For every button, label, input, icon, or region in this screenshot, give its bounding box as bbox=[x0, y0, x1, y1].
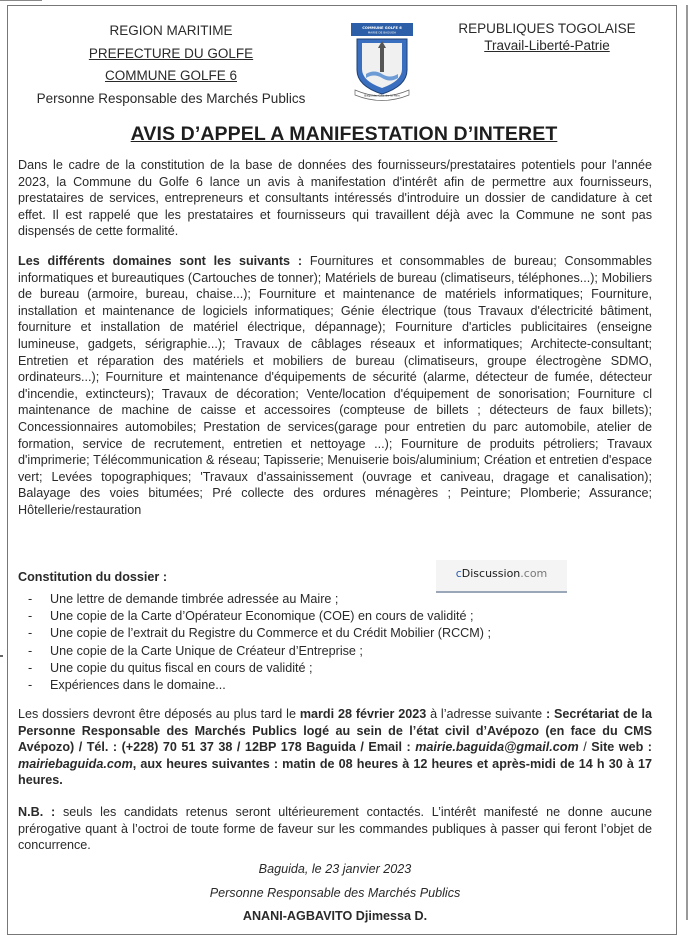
domains-text: Fournitures et consommables de bureau; Consommables informatiques et bureautiques (Cartouches de tonner); Matériels de bureau (climatiseurs, téléphones...); Mobiliers de bureau (armoire, bureau, chaise...); Fourniture et maintenance de matériels informatiques; Fourniture, installation et maintenance de logiciels informatiques; Génie électrique (tous Travaux d'électricité bâtiment, fourniture et installation de matériel électrique, dépannage); Fourniture d'articles publicitaires (enseigne lumineuse, gadgets, sérigraphie...); Travaux de câblages réseaux et informatiques; Architecte-consultant; Entretien et réparation des matériels et mobiliers de bureau (climatiseurs, groupe électrogène SDMO, ordinateurs...); Fourniture et maintenance d'équipements de sécurité (alarme, détecteur de fumée, détecteur d'incendie, extincteurs); Travaux de décoration; Vente/location d'équipement de sonorisation; Fourniture cl maintenance de machine de caisse et accessoires (compteuse de billets ; détecteurs de faux billets); Concessionnaires automobiles; Prestation de services(garage pour entretien du parc automobile, atelier de formation, service de recrutement, entretien et nettoyage ...); Fourniture de produits pétroliers; Travaux d'imprimerie; Télécommunication & réseau; Tapisserie; Menuiserie bois/aluminium; Création et entretien d'espace vert; Levées topographiques; 'Travaux d'assainissement (ouvrage et caniveau, dragage et canalisation); Balayage des voies bitumées; Pré collecte des ordures ménagères ; Peinture; Plomberie; Assurance; Hôtellerie/restauration bbox=[18, 254, 652, 517]
watermark-badge bbox=[436, 560, 567, 593]
signature-place-date: Baguida, le 23 janvier 2023 bbox=[258, 862, 412, 876]
website-link[interactable]: mairiebaguida.com bbox=[18, 756, 133, 771]
logo-band-subtext: MAIRIE DE BAGUIDA bbox=[367, 30, 397, 35]
opening-hours: , aux heures suivantes : matin de 08 heures à 12 heures et après-midi de 14 h 30 à 17 heures. bbox=[18, 756, 652, 788]
domains-paragraph bbox=[18, 253, 652, 519]
watermark-discussion: Discussion bbox=[461, 567, 521, 580]
list-item-text: Une copie de la Carte Unique de Créateur d’Entreprise ; bbox=[50, 643, 363, 658]
list-bullet: - bbox=[28, 643, 33, 658]
deposit-paragraph bbox=[18, 706, 652, 789]
list-item bbox=[28, 591, 648, 608]
deposit-text-1: Les dossiers devront être déposés au plus tard le bbox=[18, 707, 300, 721]
list-item bbox=[28, 660, 648, 677]
list-item bbox=[28, 643, 648, 660]
watermark-com: .com bbox=[520, 567, 548, 580]
site-label: Site web : bbox=[591, 740, 652, 755]
watermark-c: c bbox=[455, 567, 462, 580]
deposit-text-2: à l’adresse suivante bbox=[426, 707, 546, 721]
page-title: AVIS D’APPEL A MANIFESTATION D’INTERET bbox=[130, 123, 558, 145]
signature-name: ANANI-AGBAVITO Djimessa D. bbox=[242, 909, 428, 923]
contact-email[interactable]: mairie.baguida@gmail.com bbox=[415, 740, 579, 755]
logo-tower bbox=[380, 46, 384, 72]
list-item bbox=[28, 608, 648, 625]
nb-paragraph bbox=[18, 804, 652, 854]
deposit-separator: / bbox=[578, 740, 592, 755]
dossier-title: Constitution du dossier : bbox=[18, 570, 168, 584]
logo-band-text: COMMUNE GOLFE 6 bbox=[362, 26, 402, 30]
list-item bbox=[28, 625, 648, 642]
logo-ribbon-text: Baguida, Cité de la Paix bbox=[364, 93, 400, 98]
prmp-line: Personne Responsable des Marchés Publics bbox=[36, 90, 306, 106]
list-item-text: Expériences dans le domaine... bbox=[50, 678, 226, 693]
header-left-block bbox=[18, 20, 324, 110]
commune-line: COMMUNE GOLFE 6 bbox=[104, 68, 237, 83]
list-item bbox=[28, 677, 648, 694]
header-right-block bbox=[444, 20, 650, 54]
prefecture-line: PREFECTURE DU GOLFE bbox=[88, 45, 254, 61]
list-item-text: Une lettre de demande timbrée adressée au Maire ; bbox=[50, 592, 339, 606]
commune-logo bbox=[349, 22, 415, 102]
list-bullet: - bbox=[28, 592, 33, 606]
list-item-text: Une copie de la Carte d’Opérateur Economique (COE) en cours de validité ; bbox=[50, 609, 474, 624]
motto-line: Travail-Liberté-Patrie bbox=[484, 38, 610, 53]
list-bullet: - bbox=[28, 609, 33, 624]
top-rule bbox=[0, 0, 42, 1]
dossier-list bbox=[28, 591, 648, 694]
republic-line: REPUBLIQUES TOGOLAISE bbox=[458, 21, 636, 36]
deadline-date: mardi 28 février 2023 bbox=[299, 707, 427, 721]
domains-label: Les différents domaines sont les suivants : bbox=[18, 254, 303, 268]
margin-mark bbox=[0, 655, 3, 657]
list-item-text: Une copie de l’extrait du Registre du Commerce et du Crédit Mobilier (RCCM) ; bbox=[50, 626, 491, 641]
deposit-address: : Secrétariat de la Personne Responsable des Marchés Publics logé au sein de l’état civil d’Avépozo (en face du CMS Avépozo) / Tél. : (+228) 70 51 37 38 / 12BP 178 Baguida / Email : bbox=[18, 707, 653, 755]
intro-paragraph: Dans le cadre de la constitution de la base de données des fournisseurs/prestataires potentiels pour l'année 2023, la Commune du Golfe 6 lance un avis à manifestation d'intérêt afin de permettre aux fournisseurs, prestataires de services, entrepreneurs et consultants intéressés d'introduire un dossier de candidature à cet effet. Il est rappelé que les prestataires et fournisseurs qui travaillent déjà avec la Commune ne sont pas dispensés de cette formalité. bbox=[18, 158, 652, 239]
signature-role: Personne Responsable des Marchés Publics bbox=[209, 886, 461, 900]
list-bullet: - bbox=[28, 660, 33, 675]
list-bullet: - bbox=[28, 626, 33, 641]
nb-label: N.B. : bbox=[18, 805, 56, 819]
region-line: REGION MARITIME bbox=[109, 23, 233, 38]
page-edge-rule bbox=[686, 5, 688, 920]
list-bullet: - bbox=[28, 678, 33, 693]
nb-text: seuls les candidats retenus seront ultérieurement contactés. L’intérêt manifesté ne donne aucune prérogative quant à l’octroi de toute forme de faveur sur les commandes publiques à passer qui feront l’objet de concurrence. bbox=[18, 805, 652, 853]
list-item-text: Une copie du quitus fiscal en cours de validité ; bbox=[50, 660, 313, 675]
